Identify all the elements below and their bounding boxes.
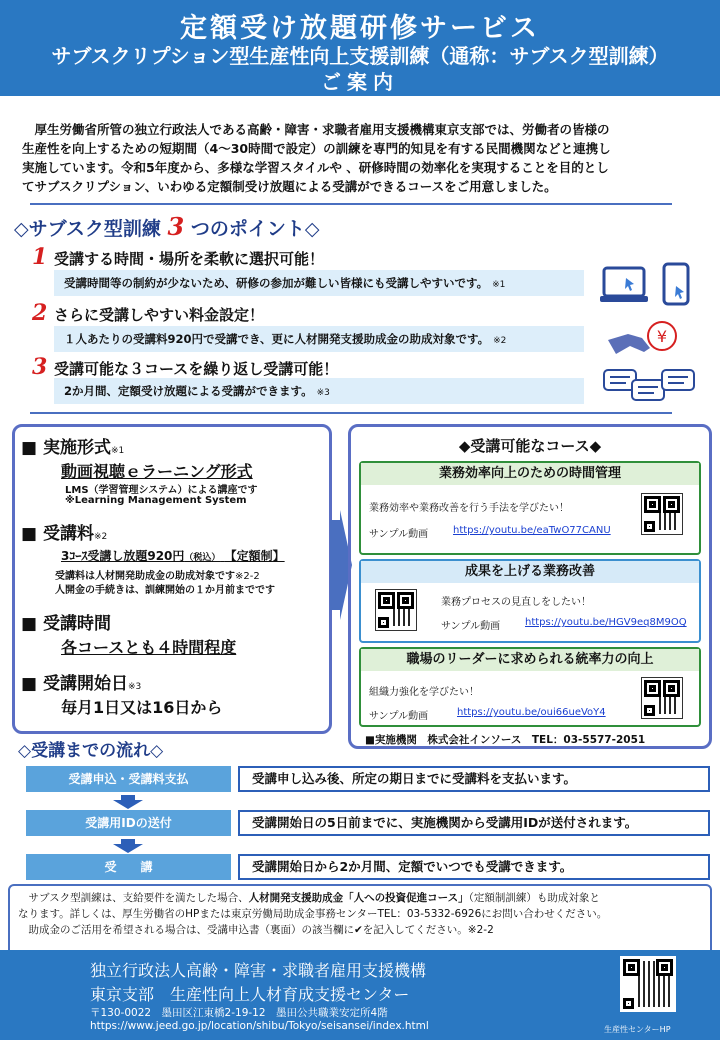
fee-fixed: 【定額制】 (224, 549, 285, 563)
note-text: サブスク型訓練は、支給要件を満たした場合、 (18, 892, 249, 904)
flow-step: 受講用IDの送付 (26, 810, 231, 836)
start-value: 毎月1日又は16日から (61, 698, 223, 717)
note-line-1 (18, 890, 702, 906)
course-description: 業務効率や業務改善を行う手法を学びたい！ (369, 503, 569, 514)
intro-line: 生産性を向上するための短期間（4～30時間で設定）の訓練を専門的知見を有する民間機関などと連携し (22, 141, 611, 156)
start-note: ※3 (127, 682, 142, 692)
fee-note: ※2 (93, 532, 108, 542)
intro-line: 厚生労働省所管の独立行政法人である高齢・障害・求職者雇用支援機構東京支部では、労働者の皆様の (22, 122, 610, 137)
fee-sub1-note: ※2-2 (235, 571, 260, 582)
time-value: 各コースとも４時間程度 (61, 638, 237, 657)
divider (30, 203, 672, 205)
yen-symbol: ¥ (656, 327, 668, 346)
course-card (359, 461, 701, 555)
point-detail (54, 378, 584, 404)
fee-sub1 (55, 567, 260, 582)
page-guide: ご案内 (321, 70, 399, 94)
footer-address: 〒130-0022 墨田区江東橋2-19-12 墨田公共職業安定所4階 (90, 1007, 388, 1019)
note-highlight: 人材開発支援助成金「人への投資促進コース」 (248, 892, 469, 904)
course-description: 業務プロセスの見直しをしたい！ (441, 597, 591, 608)
sample-label: サンプル動画 (369, 529, 429, 540)
fee-sub2: 人開金の手続きは、訓練開始の１か月前までです (55, 585, 275, 596)
computer-icon (598, 262, 708, 314)
fee-heading (21, 519, 107, 544)
note-text: （定額制訓練）も助成対象と (468, 892, 600, 904)
note-line-3: 助成金のご活用を希望される場合は、受講申込書（裏面）の該当欄に✔を記入してください。※2-2 (18, 924, 494, 936)
format-sub1: LMS（学習管理システム）による講座です (65, 485, 258, 496)
note-line-2: なります。詳しくは、厚生労働省のHPまたは東京労働局助成金事務センターTEL：03-5332-6926にお問い合わせください。 (18, 908, 608, 920)
course-card (359, 647, 701, 727)
sample-video-link[interactable]: https://youtu.be/HGV9eq8M9OQ (525, 617, 687, 628)
fee-label: ■ 受講料 (21, 524, 94, 544)
flow-description: 受講申し込み後、所定の期日までに受講料を支払います。 (238, 766, 710, 792)
point-detail-text: 2か月間、定額受け放題による受講ができます。 (64, 384, 313, 398)
sample-label: サンプル動画 (441, 621, 501, 632)
courses-panel (348, 424, 712, 749)
point-note: ※2 (493, 336, 507, 346)
intro-line: 実施しています。令和5年度から、多様な学習スタイルや 、研修時間の効率化を実現することを目的とし (22, 160, 609, 175)
qr-caption: 生産性センターHP (604, 1025, 671, 1034)
points-title (14, 212, 319, 241)
sample-video-link[interactable]: https://youtu.be/oui66ueVoY4 (457, 707, 606, 718)
divider (30, 412, 672, 414)
point-detail-text: １人あたりの受講料920円で受講でき、更に人材開発支援助成金の助成対象です。 (64, 332, 490, 346)
qr-code (641, 493, 683, 535)
start-heading (21, 669, 141, 694)
qr-code (375, 589, 417, 631)
yen-payment-icon (604, 318, 694, 364)
format-value: 動画視聴ｅラーニング形式 (61, 462, 253, 481)
intro-text (22, 120, 702, 196)
courses-title: ◆受講可能なコース◆ (458, 437, 602, 455)
point-note: ※1 (492, 280, 506, 290)
point-detail (54, 270, 584, 296)
provider-info: ■実施機関 株式会社インソース TEL：03-5577-2051 (365, 734, 646, 746)
intro-line: てサブスクリプション、いわゆる定額制受け放題による受講ができるコースをご用意しました。 (22, 179, 557, 194)
points-title-pre: ◇サブスク型訓練 (14, 218, 161, 240)
arrow-down-icon (113, 839, 143, 853)
point-note: ※3 (316, 388, 330, 398)
point-detail-text: 受講時間等の制約が少ないため、研修の参加が難しい皆様にも受講しやすいです。 (64, 276, 489, 290)
footer-branch: 東京支部 生産性向上人材育成支援センター (90, 985, 410, 1004)
course-title: 業務効率向上のための時間管理 (361, 463, 699, 485)
flow-title: ◇受講までの流れ◇ (18, 741, 164, 761)
course-title: 成果を上げる業務改善 (361, 561, 699, 583)
footer-qr-code (620, 956, 676, 1012)
details-panel (12, 424, 332, 734)
page-title: 定額受け放題研修サービス (180, 13, 540, 44)
start-label: ■ 受講開始日 (21, 674, 128, 694)
subsidy-note (8, 884, 712, 958)
fee-tax: （税込） (184, 553, 221, 563)
point-heading: 受講する時間・場所を柔軟に選択可能！ (54, 250, 325, 268)
footer-url[interactable]: https://www.jeed.go.jp/location/shibu/Tokyo/seisansei/index.html (90, 1020, 429, 1032)
sample-video-link[interactable]: https://youtu.be/eaTwO77CANU (453, 525, 611, 536)
fee-value (61, 547, 285, 564)
footer-org: 独立行政法人高齢・障害・求職者雇用支援機構 (90, 961, 427, 980)
chat-bubbles-icon (602, 366, 698, 406)
footer (0, 950, 720, 1040)
format-note: ※1 (110, 446, 125, 456)
header-banner (0, 0, 720, 96)
point-detail (54, 326, 584, 352)
flow-step: 受 講 (26, 854, 231, 880)
point-heading: さらに受講しやすい料金設定！ (54, 306, 265, 324)
page-subtitle: サブスクリプション型生産性向上支援訓練（通称：サブスク型訓練） (51, 44, 669, 68)
arrow-down-icon (113, 795, 143, 809)
fee-amount: 3ｺｰｽ受講し放題920円 (61, 549, 185, 563)
point-heading: 受講可能な３コースを繰り返し受講可能！ (54, 360, 339, 378)
time-heading: ■ 受講時間 (21, 614, 111, 634)
course-title: 職場のリーダーに求められる統率力の向上 (361, 649, 699, 671)
qr-code (641, 677, 683, 719)
flow-step: 受講申込・受講料支払 (26, 766, 231, 792)
format-label: ■ 実施形式 (21, 438, 111, 458)
format-sub2: ※Learning Management System (65, 495, 247, 506)
course-card (359, 559, 701, 643)
points-title-post: つのポイント◇ (190, 218, 320, 240)
point-number: 2 (32, 300, 48, 326)
flow-description: 受講開始日の5日前までに、実施機関から受講用IDが送付されます。 (238, 810, 710, 836)
format-heading (21, 433, 124, 458)
sample-label: サンプル動画 (369, 711, 429, 722)
course-description: 組織力強化を学びたい！ (369, 687, 479, 698)
fee-sub1-text: 受講料は人材開発助成金の助成対象です (55, 571, 235, 582)
point-number: 3 (32, 354, 48, 380)
flow-description: 受講開始日から2か月間、定額でいつでも受講できます。 (238, 854, 710, 880)
point-number: 1 (32, 244, 48, 270)
points-title-num: 3 (167, 212, 185, 241)
